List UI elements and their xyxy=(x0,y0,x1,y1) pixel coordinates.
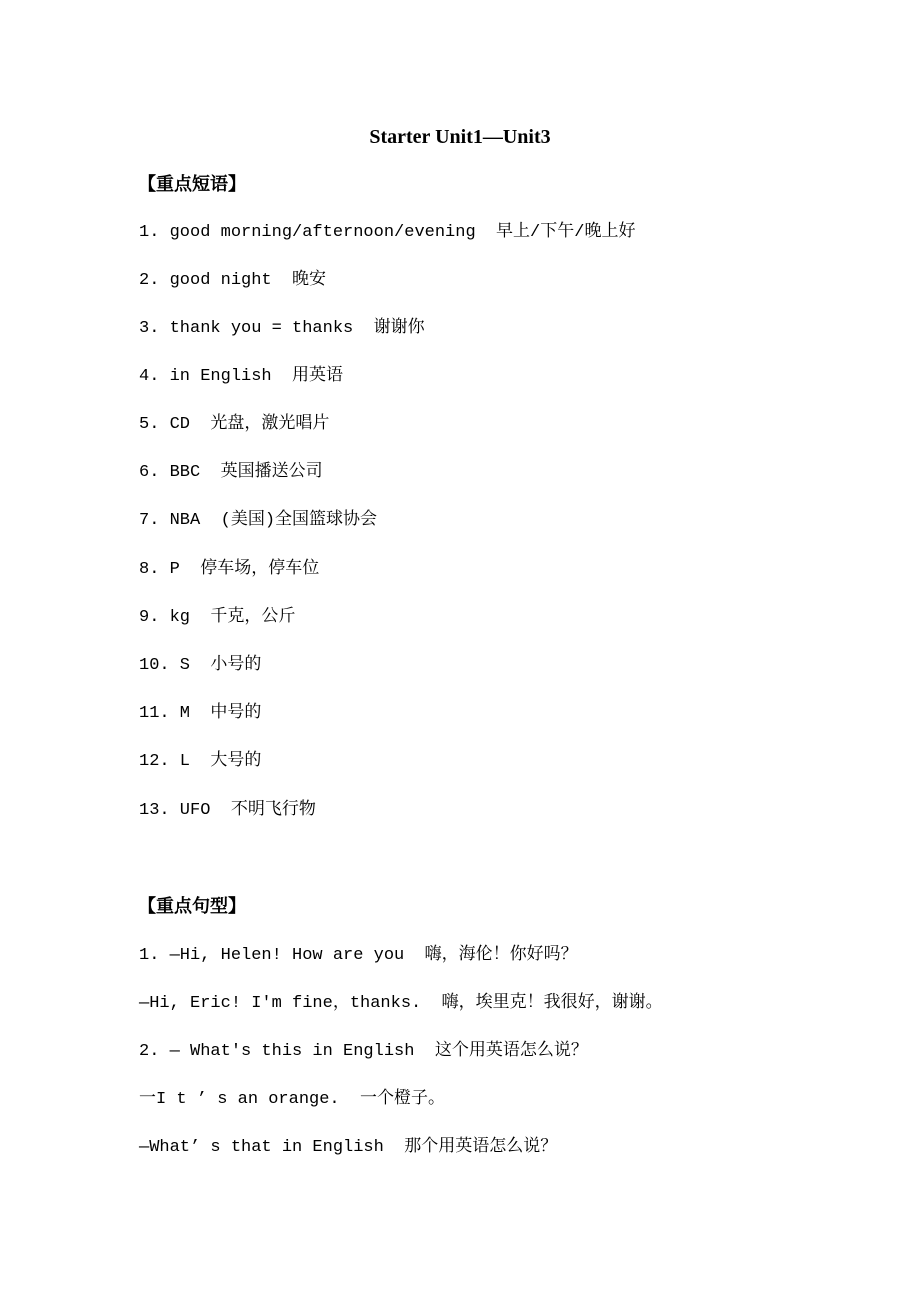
phrase-item: 11. M 中号的 xyxy=(139,704,262,723)
phrase-item: 2. good night 晚安 xyxy=(139,271,327,290)
phrase-item: 8. P 停车场，停车位 xyxy=(139,560,320,579)
sentence-item: 1. —Hi, Helen! How are you 嗨，海伦！你好吗？ xyxy=(139,946,578,965)
document-title: Starter Unit1—Unit3 xyxy=(369,126,551,148)
sentence-item: —What’ s that in English 那个用英语怎么说？ xyxy=(139,1138,558,1157)
key-phrases-heading: 【重点短语】 xyxy=(138,174,246,195)
phrase-item: 10. S 小号的 xyxy=(139,656,262,675)
phrase-item: 7. NBA (美国)全国篮球协会 xyxy=(139,511,378,530)
key-sentences-heading: 【重点句型】 xyxy=(138,896,246,917)
phrase-item: 3. thank you = thanks 谢谢你 xyxy=(139,319,425,338)
phrase-item: 13. UFO 不明飞行物 xyxy=(139,801,316,820)
sentence-item: —Hi, Eric! I'm fine，thanks. 嗨，埃里克！我很好，谢谢。 xyxy=(139,994,663,1013)
phrase-item: 12. L 大号的 xyxy=(139,752,262,771)
phrase-item: 1. good morning/afternoon/evening 早上/下午/晚上好 xyxy=(139,223,636,242)
phrase-item: 6. BBC 英国播送公司 xyxy=(139,463,323,482)
phrase-item: 5. CD 光盘，激光唱片 xyxy=(139,415,330,434)
phrase-item: 9. kg 千克，公斤 xyxy=(139,608,296,627)
phrase-item: 4. in English 用英语 xyxy=(139,367,344,386)
sentence-item: 2. — What's this in English 这个用英语怎么说？ xyxy=(139,1042,588,1061)
sentence-item: 一I t ’ s an orange. 一个橙子。 xyxy=(139,1090,446,1109)
